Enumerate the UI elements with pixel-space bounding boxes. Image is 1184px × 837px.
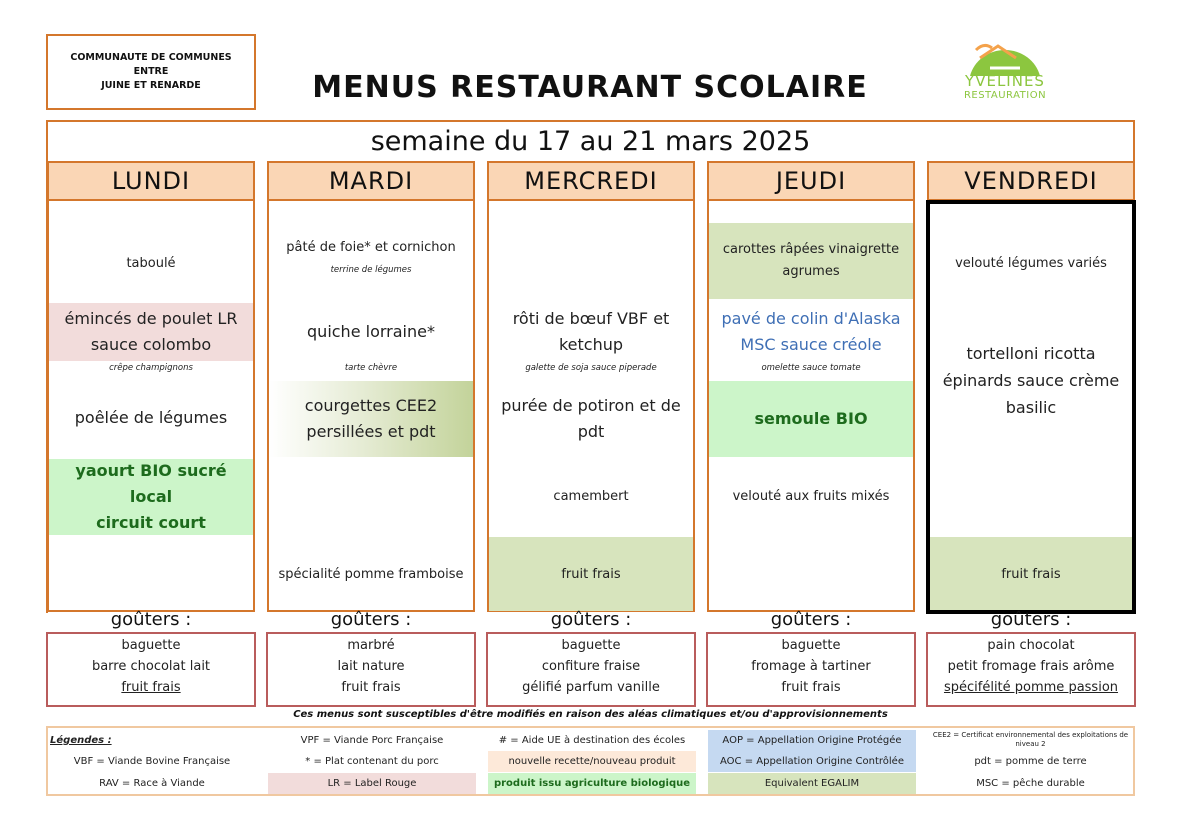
mercredi-side-line2: pdt [577,422,605,441]
legend-porc: * = Plat contenant du porc [305,756,439,767]
gouter-item: spécifélité pomme passion [943,680,1119,695]
jeudi-starter-line1: carottes râpées vinaigrette [722,242,900,257]
gouter-item: fruit frais [781,680,841,695]
mardi-starter-alt: terrine de légumes [330,265,412,275]
mardi-side-line2: persillées et pdt [306,422,436,441]
jeudi-side: semoule BIO [709,381,913,457]
disclaimer: Ces menus sont susceptibles d'être modifiés en raison des aléas climatiques et/ou d'approvisionnements [293,709,888,720]
gouter-item: fruit frais [341,680,401,695]
mercredi-dairy: camembert [553,488,629,504]
mercredi-main-line2: ketchup [558,335,624,354]
vendredi-dessert: fruit frais [929,537,1133,611]
day-column-lundi [47,201,255,612]
gouter-item: fromage à tartiner [751,659,871,674]
gouter-box-mercredi [486,632,696,707]
day-column-mercredi [487,201,695,612]
gouter-item: baguette [121,638,181,653]
legend-cee2: CEE2 = Certificat environnemental des exploitations de niveau 2 [932,731,1129,748]
legend-pdt: pdt = pomme de terre [974,756,1087,767]
gouters-label-lundi: goûters : [110,608,192,630]
lundi-main [49,303,253,361]
organization-box [46,34,256,110]
day-header-mercredi: MERCREDI [487,161,695,201]
legend-egalim: Equivalent EGALIM [708,773,916,794]
mardi-main: quiche lorraine* [307,322,435,341]
mercredi-dessert: fruit frais [489,537,693,611]
gouters-label-vendredi: goûters : [990,608,1072,630]
jeudi-dairy: velouté aux fruits mixés [732,488,890,504]
day-column-jeudi [707,201,915,612]
lundi-main-line1: émincés de poulet LR [64,309,238,328]
jeudi-main-line1: pavé de colin d'Alaska [721,309,901,328]
gouters-label-mercredi: goûters : [550,608,632,630]
mardi-dessert: spécialité pomme framboise [278,566,464,582]
jeudi-starter-line2: agrumes [782,264,840,279]
mardi-starter: pâté de foie* et cornichon [286,239,456,255]
day-header-vendredi: VENDREDI [927,161,1135,201]
page-title: MENUS RESTAURANT SCOLAIRE [312,69,868,105]
mercredi-side [489,381,693,457]
gouter-item: barre chocolat lait [91,659,211,674]
mercredi-side-line1: purée de potiron et de [501,396,681,415]
jeudi-main [709,303,913,361]
vendredi-starter: velouté légumes variés [955,255,1107,271]
mercredi-alt: galette de soja sauce piperade [525,363,657,373]
gouter-box-lundi [46,632,256,707]
jeudi-starter [709,223,913,299]
lundi-main-line2: sauce colombo [90,335,212,354]
gouter-item: gélifié parfum vanille [522,680,660,695]
gouter-item: fruit frais [121,680,181,695]
legend-nouvelle: nouvelle recette/nouveau produit [488,751,696,772]
legend-title: Légendes : [50,735,112,746]
lundi-side: poêlée de légumes [74,408,228,427]
day-header-jeudi: JEUDI [707,161,915,201]
lundi-alt: crêpe champignons [109,363,193,373]
org-line-1: COMMUNAUTE DE COMMUNES ENTRE [70,52,232,77]
legend [46,726,1135,796]
gouter-item: petit fromage frais arôme [947,659,1115,674]
org-line-2: JUINE ET RENARDE [101,80,201,91]
logo-text-restauration: RESTAURATION [963,90,1047,101]
vendredi-main-line1: tortelloni ricotta [966,343,1096,363]
day-column-mardi [267,201,475,612]
gouters-label-mardi: goûters : [330,608,412,630]
gouter-box-vendredi [926,632,1136,707]
week-title: semaine du 17 au 21 mars 2025 [370,125,811,157]
gouter-item: pain chocolat [987,638,1075,653]
gouter-item: baguette [561,638,621,653]
mardi-side [269,381,473,457]
legend-aoc: AOC = Appellation Origine Contrôlée [708,751,916,772]
legend-vpf: VPF = Viande Porc Française [300,735,444,746]
day-header-lundi: LUNDI [47,161,255,201]
day-header-mardi: MARDI [267,161,475,201]
gouter-box-jeudi [706,632,916,707]
logo-text-yvelines: YVELINES [965,72,1045,90]
mardi-alt: tarte chèvre [344,363,398,373]
gouter-item: confiture fraise [541,659,641,674]
lundi-dairy-line1: yaourt BIO sucré local [75,461,227,506]
legend-msc: MSC = pêche durable [976,778,1085,789]
legend-bio: produit issu agriculture biologique [488,773,696,794]
jeudi-alt: omelette sauce tomate [761,363,861,373]
mercredi-main-line1: rôti de bœuf VBF et [512,309,670,328]
legend-aop: AOP = Appellation Origine Protégée [708,730,916,751]
lundi-dairy-line2: circuit court [96,513,206,532]
vendredi-main-line3: basilic [1005,397,1057,417]
lundi-dairy [49,459,253,535]
gouters-label-jeudi: goûters : [770,608,852,630]
vendredi-main-line2: épinards sauce crème [942,370,1120,390]
mercredi-main [489,303,693,361]
legend-vbf: VBF = Viande Bovine Française [73,756,231,767]
gouter-item: marbré [347,638,395,653]
mardi-side-line1: courgettes CEE2 [304,396,438,415]
legend-rav: RAV = Race à Viande [99,778,205,789]
gouter-item: baguette [781,638,841,653]
vendredi-highlight-frame [926,200,1136,614]
legend-aide-ue: # = Aide UE à destination des écoles [498,735,686,746]
gouter-item: lait nature [337,659,405,674]
lundi-starter: taboulé [126,255,176,271]
jeudi-main-line2: MSC sauce créole [740,335,882,354]
gouter-box-mardi [266,632,476,707]
legend-lr: LR = Label Rouge [268,773,476,794]
